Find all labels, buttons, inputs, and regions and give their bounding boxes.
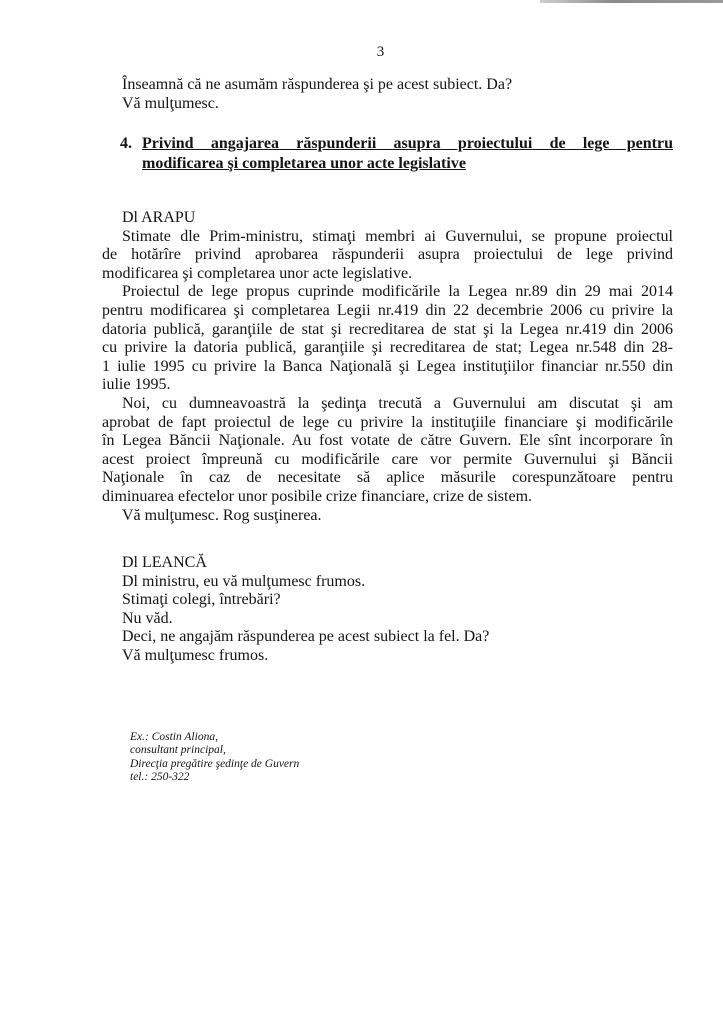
section-number: 4. bbox=[120, 135, 132, 152]
executor-name: Ex.: Costin Aliona, bbox=[130, 731, 218, 743]
speech-line: Dl ministru, eu vă mulţumesc frumos. bbox=[122, 572, 366, 590]
paragraph-line: 1 iulie 1995 cu privire la Banca Naţională şi Legea instituţiilor financiar nr.550 din bbox=[102, 357, 673, 375]
page-number: 3 bbox=[376, 44, 385, 60]
intro-line: Înseamnă că ne asumăm răspunderea şi pe acest subiect. Da? bbox=[122, 76, 513, 93]
executor-department: Direcţia pregătire şedinţe de Guvern bbox=[130, 757, 300, 770]
executor-position: consultant principal, bbox=[130, 744, 226, 757]
paragraph-line: Noi, cu dumneavoastră la şedinţa trecută a Guvernului am discutat şi am bbox=[122, 394, 673, 412]
paragraph-line: în Legea Băncii Naţionale. Au fost votate de către Guvern. Ele sînt incorporare în bbox=[102, 432, 673, 450]
speech-line: Nu văd. bbox=[122, 609, 173, 627]
paragraph-line: modificarea şi completarea unor acte legislative. bbox=[102, 264, 413, 282]
paragraph-line: diminuarea efectelor unor posibile crize financiare, crize de sistem. bbox=[102, 487, 533, 505]
speaker-name: Dl LEANCĂ bbox=[122, 554, 207, 571]
executor-note bbox=[130, 731, 299, 785]
speaker-name: Dl ARAPU bbox=[122, 209, 196, 226]
paragraph-line: cu privire la datoria publică, garanţiile şi recreditarea de stat; Legea nr.548 din 28- bbox=[102, 339, 673, 357]
intro-text bbox=[102, 76, 673, 113]
speech-leanca bbox=[102, 554, 673, 666]
section-title-line-1: Privind angajarea răspunderii asupra proiectului de lege pentru bbox=[142, 135, 673, 152]
paragraph-line: datoria publică, garanţiile de stat şi recreditarea de stat şi la Legea nr.419 din 2006 bbox=[102, 320, 673, 338]
executor-phone: tel.: 250-322 bbox=[130, 771, 190, 784]
section-heading bbox=[120, 134, 673, 174]
paragraph-line: Stimate dle Prim-ministru, stimaţi membri ai Guvernului, se propune proiectul bbox=[122, 227, 673, 245]
paragraph-line: Proiectul de lege propus cuprinde modificările la Legea nr.89 din 29 mai 2014 bbox=[122, 283, 673, 301]
speech-arapu bbox=[102, 209, 673, 525]
paragraph-line: de hotărîre privind aprobarea răspunderii asupra proiectului de lege privind bbox=[102, 246, 673, 264]
paragraph-line: iulie 1995. bbox=[102, 376, 171, 394]
paragraph-line: acest proiect împreună cu modificările care vor permite Guvernului şi Băncii bbox=[102, 450, 673, 468]
paragraph-line: Naţionale în caz de necesitate să aplice măsurile corespunzătoare pentru bbox=[102, 469, 673, 487]
section-title bbox=[142, 134, 673, 174]
section-title-line-2: modificarea şi completarea unor acte legislative bbox=[142, 155, 466, 172]
paragraph-line: pentru modificarea şi completarea Legii nr.419 din 22 decembrie 2006 cu privire la bbox=[102, 301, 673, 319]
closing-line: Vă mulţumesc. Rog susţinerea. bbox=[122, 506, 322, 524]
paragraph-line: aprobat de fapt proiectul de lege cu privire la instituţiile financiare şi modificările bbox=[102, 413, 673, 431]
intro-line: Vă mulţumesc. bbox=[122, 94, 219, 112]
speech-line: Vă mulţumesc frumos. bbox=[122, 646, 269, 664]
scan-edge-artifact bbox=[540, 0, 723, 3]
speech-line: Deci, ne angajăm răspunderea pe acest subiect la fel. Da? bbox=[122, 628, 490, 646]
speech-line: Stimaţi colegi, întrebări? bbox=[122, 591, 281, 609]
